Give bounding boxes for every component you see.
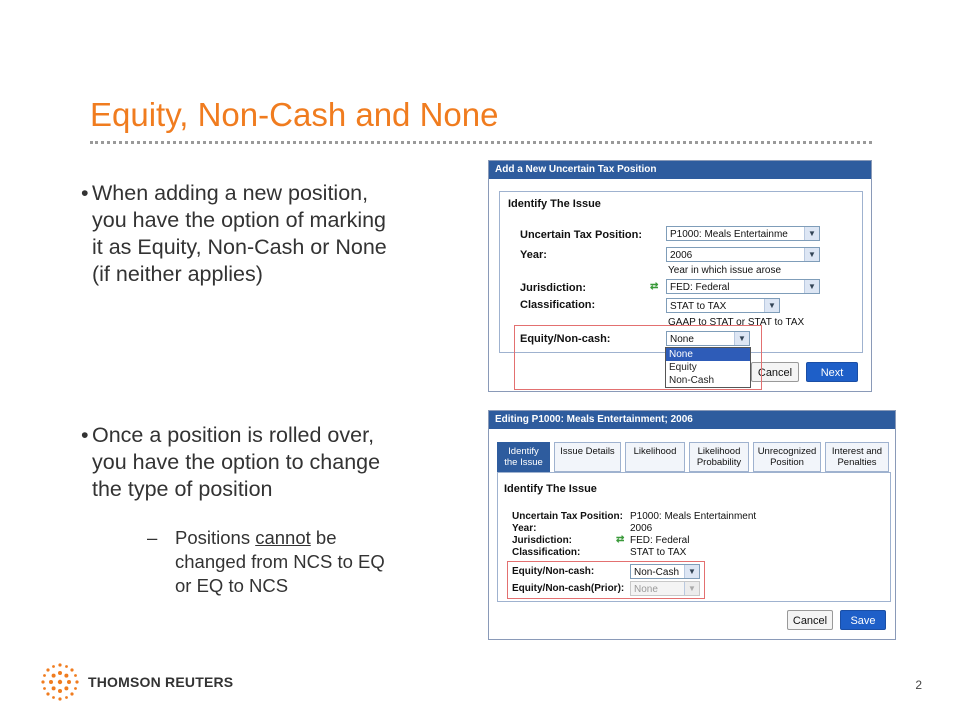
year-label: Year: bbox=[512, 523, 537, 534]
dropdown-option-none[interactable]: None bbox=[666, 348, 750, 361]
chevron-down-icon: ▼ bbox=[684, 582, 699, 595]
tab-interest-penalties[interactable]: Interest and Penalties bbox=[825, 442, 889, 472]
highlight-box bbox=[507, 561, 705, 599]
sub-bullet-cannot-change bbox=[147, 526, 385, 598]
chevron-down-icon: ▼ bbox=[734, 332, 749, 345]
chevron-down-icon: ▼ bbox=[764, 299, 779, 312]
cancel-button[interactable]: Cancel bbox=[751, 362, 799, 382]
logo-mark-icon bbox=[40, 662, 80, 702]
tab-likelihood[interactable]: Likelihood bbox=[625, 442, 685, 472]
dialog-title: Editing P1000: Meals Entertainment; 2006 bbox=[489, 411, 895, 429]
tab-issue-details[interactable]: Issue Details bbox=[554, 442, 621, 472]
save-button[interactable]: Save bbox=[840, 610, 886, 630]
utp-label: Uncertain Tax Position: bbox=[520, 229, 643, 241]
dialog-title: Add a New Uncertain Tax Position bbox=[489, 161, 871, 179]
dropdown-option-equity[interactable]: Equity bbox=[669, 362, 697, 373]
cancel-button[interactable]: Cancel bbox=[787, 610, 833, 630]
equity-label: Equity/Non-cash: bbox=[520, 333, 611, 345]
equity-label: Equity/Non-cash: bbox=[512, 566, 595, 577]
slide-title: Equity, Non-Cash and None bbox=[90, 96, 499, 133]
sub-line: or EQ to NCS bbox=[175, 575, 289, 596]
year-label: Year: bbox=[520, 249, 547, 261]
section-heading: Identify The Issue bbox=[508, 198, 601, 210]
next-button[interactable]: Next bbox=[806, 362, 858, 382]
refresh-icon[interactable]: ⇄ bbox=[616, 534, 625, 545]
classification-label: Classification: bbox=[520, 299, 596, 311]
bullet1-line: When adding a new position, bbox=[92, 181, 369, 205]
sub-line: changed from NCS to EQ bbox=[175, 551, 385, 572]
utp-label: Uncertain Tax Position: bbox=[512, 511, 623, 522]
dropdown-option-non-cash[interactable]: Non-Cash bbox=[669, 375, 715, 386]
bullet1-line: (if neither applies) bbox=[92, 262, 263, 286]
page-number: 2 bbox=[915, 678, 922, 692]
bullet1-line: you have the option of marking bbox=[92, 208, 387, 232]
bullet-adding-position bbox=[81, 180, 387, 288]
highlight-box bbox=[514, 325, 762, 390]
tab-identify-issue[interactable]: Identify the Issue bbox=[497, 442, 550, 472]
jurisdiction-label: Jurisdiction: bbox=[512, 535, 573, 546]
refresh-icon[interactable]: ⇄ bbox=[650, 281, 659, 292]
chevron-down-icon: ▼ bbox=[804, 280, 819, 293]
bullet-marker: • bbox=[81, 181, 89, 205]
tab-unrecognized-position[interactable]: Unrecognized Position bbox=[753, 442, 821, 472]
equity-prior-label: Equity/Non-cash(Prior): bbox=[512, 583, 625, 594]
edit-position-dialog bbox=[488, 410, 896, 640]
classification-select[interactable]: STAT to TAX ▼ bbox=[666, 298, 780, 313]
classification-label: Classification: bbox=[512, 547, 581, 558]
year-select[interactable]: 2006 ▼ bbox=[666, 247, 820, 262]
sub-line: Positions cannot be bbox=[175, 527, 337, 548]
bullet2-line: the type of position bbox=[92, 477, 273, 501]
bullet-marker: • bbox=[81, 423, 89, 447]
tab-bar bbox=[497, 442, 889, 472]
equity-prior-select: None ▼ bbox=[630, 581, 700, 596]
jurisdiction-label: Jurisdiction: bbox=[520, 282, 587, 294]
thomson-reuters-logo bbox=[40, 662, 233, 702]
bullet2-line: you have the option to change bbox=[92, 450, 381, 474]
underlined-word: cannot bbox=[255, 527, 311, 548]
chevron-down-icon: ▼ bbox=[684, 565, 699, 578]
sub-bullet-marker: – bbox=[147, 527, 158, 548]
utp-select[interactable]: P1000: Meals Entertainme ▼ bbox=[666, 226, 820, 241]
jurisdiction-select[interactable]: FED: Federal ▼ bbox=[666, 279, 820, 294]
title-divider bbox=[90, 141, 872, 144]
logo-wordmark: THOMSON REUTERS bbox=[88, 674, 234, 690]
chevron-down-icon: ▼ bbox=[804, 227, 819, 240]
classification-hint: GAAP to STAT or STAT to TAX bbox=[668, 317, 805, 328]
utp-value: P1000: Meals Entertainment bbox=[630, 511, 757, 522]
chevron-down-icon: ▼ bbox=[804, 248, 819, 261]
year-value: 2006 bbox=[630, 523, 653, 534]
bullet2-line: Once a position is rolled over, bbox=[92, 423, 375, 447]
equity-select[interactable]: Non-Cash ▼ bbox=[630, 564, 700, 579]
year-hint: Year in which issue arose bbox=[668, 265, 782, 276]
classification-value: STAT to TAX bbox=[630, 547, 687, 558]
tab-likelihood-probability[interactable]: Likelihood Probability bbox=[689, 442, 749, 472]
section-heading: Identify The Issue bbox=[504, 483, 597, 495]
bullet1-line: it as Equity, Non-Cash or None bbox=[92, 235, 387, 259]
jurisdiction-value: FED: Federal bbox=[630, 535, 690, 546]
equity-select[interactable]: None ▼ bbox=[666, 331, 750, 346]
bullet-rolled-over bbox=[81, 422, 381, 503]
